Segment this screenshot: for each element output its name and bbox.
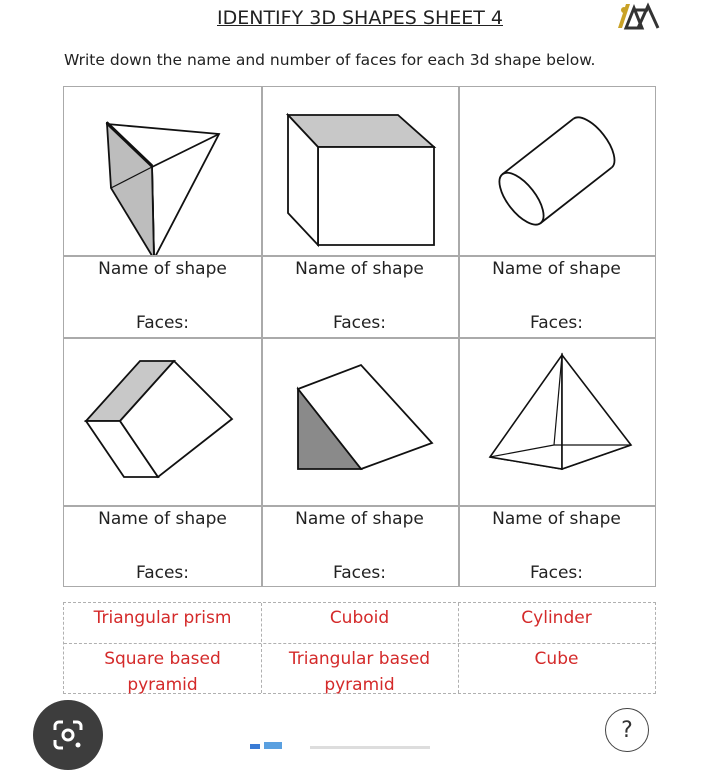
answer-item: Triangular prism <box>93 608 232 628</box>
shape-cylinder <box>458 87 655 255</box>
faces-label: Faces: <box>529 563 584 583</box>
faces-label: Faces: <box>135 563 190 583</box>
grid-divider <box>64 255 655 257</box>
page-title: IDENTIFY 3D SHAPES SHEET 4 <box>217 7 503 29</box>
name-of-shape-label: Name of shape <box>295 509 424 529</box>
instruction-text: Write down the name and number of faces for each 3d shape below. <box>64 51 596 69</box>
answer-item: Square based pyramid <box>104 649 221 695</box>
name-of-shape-label: Name of shape <box>295 259 424 279</box>
name-of-shape-label: Name of shape <box>98 259 227 279</box>
shape-triangular-prism <box>261 337 458 505</box>
site-logo <box>604 0 666 30</box>
shape-square-based-pyramid <box>458 337 655 505</box>
answer-item: Cuboid <box>329 608 390 628</box>
shape-square-prism-tilted <box>64 337 261 505</box>
help-icon: ? <box>621 717 633 743</box>
name-of-shape-label: Name of shape <box>492 509 621 529</box>
shape-cuboid <box>261 87 458 255</box>
name-of-shape-label: Name of shape <box>492 259 621 279</box>
faces-label: Faces: <box>332 313 387 333</box>
faces-label: Faces: <box>135 313 190 333</box>
shape-triangular-pyramid-skewed <box>64 87 261 255</box>
faces-label: Faces: <box>529 313 584 333</box>
faces-label: Faces: <box>332 563 387 583</box>
answer-item: Cylinder <box>521 608 592 628</box>
grid-divider <box>64 505 655 507</box>
help-button[interactable] <box>605 708 649 752</box>
answer-item: Cube <box>534 649 579 669</box>
answer-divider <box>64 643 655 644</box>
footer-partial <box>250 742 480 749</box>
answer-word-bank <box>63 602 656 694</box>
lens-search-button[interactable] <box>33 700 103 770</box>
name-of-shape-label: Name of shape <box>98 509 227 529</box>
lens-camera-icon <box>51 718 85 752</box>
shapes-grid <box>63 86 656 587</box>
answer-item: Triangular based pyramid <box>288 649 431 695</box>
